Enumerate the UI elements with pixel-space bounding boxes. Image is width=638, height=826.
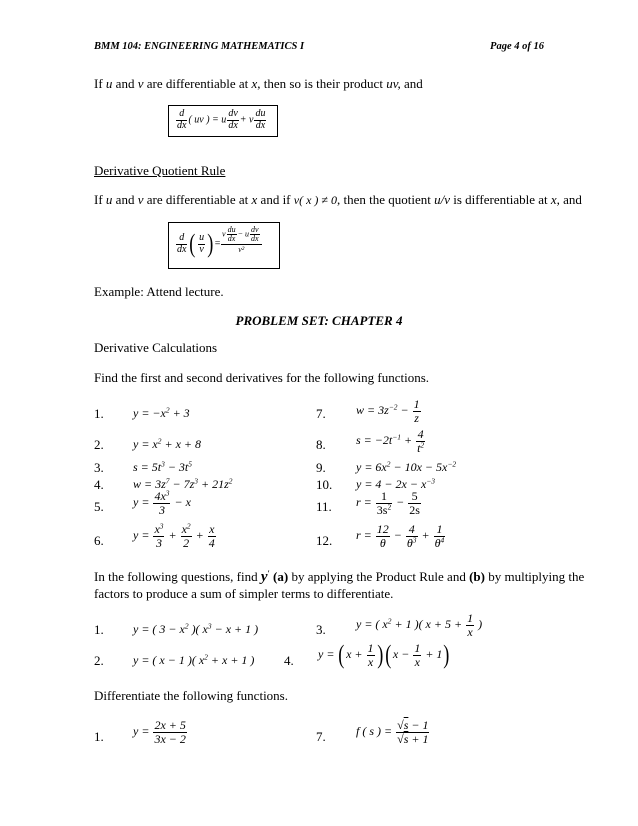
quotient-rule-formula-box: [168, 222, 280, 269]
problem-expression: $w = 3z^{-2}$ − $\frac{1}{z}$: [356, 397, 420, 425]
problem-expression: y = ( $3 - x^2$ )( $x^3 - x + 1$ ): [133, 621, 259, 636]
course-header: BMM 104: ENGINEERING MATHEMATICS I: [94, 41, 305, 52]
problem-expression: f ( s ) = $\frac{√s - 1}{√s + 1}$: [356, 718, 429, 746]
problem-expression: $w = 3z^7 - 7z^3 + 21z^2$: [133, 476, 233, 491]
problem-expression: y = $\frac{4x^3}{3}$ − x: [133, 488, 191, 517]
page-number: Page 4 of 16: [490, 41, 544, 52]
problem-number: 2.: [94, 437, 104, 452]
section-instruction-product-line2: factors to produce a sum of simpler terms to differentiate.: [94, 586, 394, 601]
problem-set-title: PROBLEM SET: CHAPTER 4: [235, 313, 403, 328]
problem-number: 3.: [316, 622, 326, 637]
problem-expression: r = $\frac{12}{\theta}$ − $\frac{4}{\theta^3}$ + $\frac{1}{\theta^4}$: [356, 522, 445, 550]
problem-expression: $y = x^2 + x + 8$: [133, 436, 201, 451]
product-rule-formula: $\frac{d}{dx}$ ( uv ) = u $\frac{dv}{dx}$ + v $\frac{du}{dx}$: [177, 108, 266, 131]
problem-number: 1.: [94, 622, 104, 637]
problem-number: 7.: [316, 729, 326, 744]
section-instruction-differentiate: Differentiate the following functions.: [94, 688, 288, 703]
problem-number: 7.: [316, 406, 326, 421]
problem-number: 1.: [94, 729, 104, 744]
problem-number: 4.: [284, 653, 294, 668]
quotient-rule-formula-rhs: v $\frac{du}{dx}$ − u $\frac{dv}{dx}$ v²: [221, 226, 262, 254]
quotient-rule-formula-lhs: $\frac{d}{dx}$ ( $\frac{u}{v}$ )=: [177, 229, 221, 258]
section-instruction-product: In the following questions, find y′ (a) by applying the Product Rule and (b) by multiplying the: [94, 569, 585, 585]
problem-number: 1.: [94, 406, 104, 421]
problem-expression: y = ( $x^2 + 1$ )( x + 5 + $\frac{1}{x}$ ): [356, 611, 483, 639]
problem-number: 9.: [316, 460, 326, 475]
problem-number: 10.: [316, 477, 333, 492]
problem-expression: y = ( x − 1 )( $x^2 + x + 1$ ): [133, 652, 255, 667]
problem-number: 8.: [316, 437, 326, 452]
problem-expression: $y = -x^2 + 3$: [133, 405, 190, 420]
problem-expression: $s = 5t^3 - 3t^5$: [133, 459, 192, 474]
section-instruction-derivatives: Find the first and second derivatives for the following functions.: [94, 370, 430, 385]
problem-number: 3.: [94, 460, 104, 475]
problem-number: 12.: [316, 533, 333, 548]
problem-number: 2.: [94, 653, 104, 668]
problem-number: 4.: [94, 477, 104, 492]
problem-number: 5.: [94, 499, 104, 514]
quotient-rule-intro: If u and v are differentiable at x and if v( x ) ≠ 0, then the quotient u/v is differentiable at x, and: [94, 192, 582, 207]
product-rule-formula-box: [168, 105, 278, 137]
problem-expression: r = $\frac{1}{3s^2}$ − $\frac{5}{2s}$: [356, 489, 420, 517]
problem-expression: y = $\frac{2x + 5}{3x - 2}$: [133, 718, 186, 746]
problem-expression: $s = -2t^{-1}$ + $\frac{4}{t^2}$: [356, 427, 425, 455]
problem-number: 6.: [94, 533, 104, 548]
example-text: Example: Attend lecture.: [94, 284, 224, 299]
problem-expression: $y = 6x^2 - 10x - 5x^{-2}$: [356, 459, 457, 474]
problem-expression: $y = 4 - 2x - x^{-3}$: [356, 476, 436, 491]
product-rule-intro: If u and v are differentiable at x, then so is their product uv, and: [94, 76, 423, 91]
problem-expression: y = $\frac{x^3}{3}$ + $\frac{x^2}{2}$ + $\frac{x}{4}$: [133, 521, 215, 550]
quotient-rule-heading: Derivative Quotient Rule: [94, 163, 226, 178]
problem-number: 11.: [316, 499, 332, 514]
problem-expression: y = (x + $\frac{1}{x}$ ) (x − $\frac{1}{x}$ + 1): [318, 640, 450, 670]
section-heading-derivatives: Derivative Calculations: [94, 340, 218, 355]
